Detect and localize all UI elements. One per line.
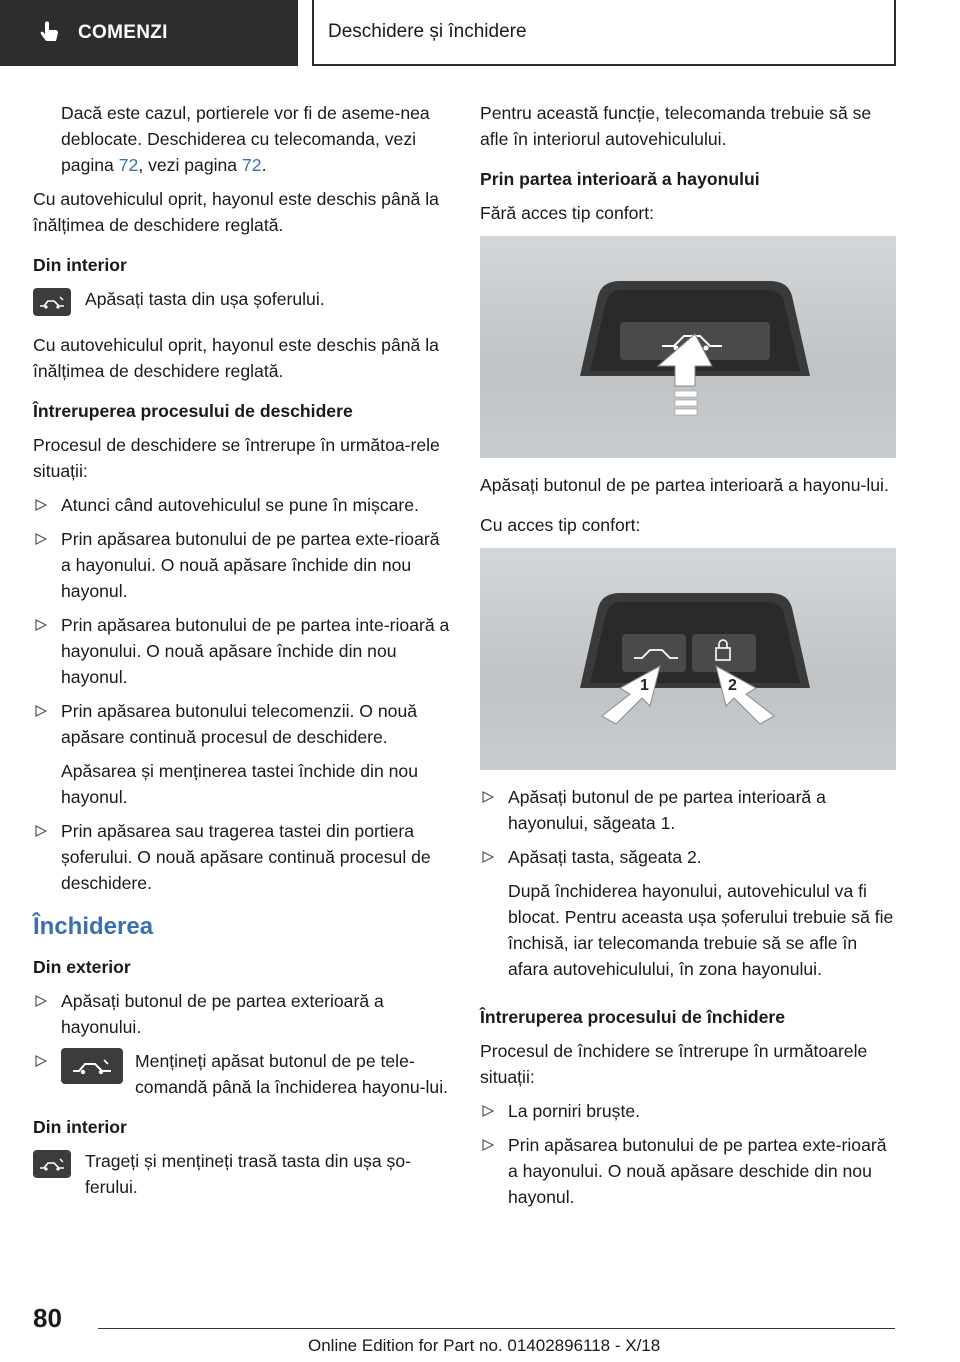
list-item: Prin apăsarea butonului de pe partea inte-rioară a hayonului. O nouă apăsare închide din nou hayonul. [33,612,453,690]
page-number: 80 [33,1303,62,1333]
triangle-bullet-icon [35,995,47,1007]
arrow-label-1: 1 [640,677,649,694]
page-link[interactable]: 72 [242,155,262,175]
triangle-bullet-icon [35,533,47,545]
bullet-list [480,784,900,870]
subheading: Prin partea interioară a hayonului [480,169,760,189]
paragraph: Cu acces tip confort: [480,515,641,535]
list-item: Apăsați butonul de pe partea exterioară a hayonului. [33,988,453,1040]
paragraph: Apăsarea și menținerea tastei închide din nou hayonul. [61,761,418,807]
triangle-bullet-icon [35,499,47,511]
paragraph: După închiderea hayonului, autovehiculul va fi blocat. Pentru aceasta ușa șoferului trebuie să fie închisă, iar telecomanda trebuie să se afle în afara autovehiculului, în zona hayonului. [508,881,894,979]
paragraph: Cu autovehiculul oprit, hayonul este deschis până la înălțimea de deschidere reglată. [33,335,439,381]
triangle-bullet-icon [35,619,47,631]
paragraph: Cu autovehiculul oprit, hayonul este deschis până la înălțimea de deschidere reglată. [33,189,439,235]
subheading: Din interior [33,255,127,275]
bullet-list [480,1098,900,1210]
page-header [0,0,960,66]
bullet-list [33,492,453,750]
triangle-bullet-icon [482,791,494,803]
section-heading: Închiderea [33,913,154,940]
instruction-text: Trageți și mențineți trasă tasta din ușa șo-ferului. [85,1151,411,1197]
trunk-key-icon [33,1150,71,1178]
list-item: Prin apăsarea butonului telecomenzii. O nouă apăsare continuă procesul de deschidere. [33,698,453,750]
section-title: Deschidere și închidere [312,0,896,66]
triangle-bullet-icon [35,705,47,717]
paragraph: Dacă este cazul, portierele vor fi de aseme-nea deblocate. Deschiderea cu telecomanda, vezi pagina 72, vezi pagina 72. [61,103,430,175]
subheading: Întreruperea procesului de deschidere [33,401,353,421]
key-instruction [33,286,453,316]
page-link[interactable]: 72 [118,155,139,175]
instruction-text: Apăsați tasta din ușa șoferului. [85,289,325,309]
subheading: Din interior [33,1117,127,1137]
hand-pointer-icon [36,20,62,46]
triangle-bullet-icon [482,1139,494,1151]
paragraph: Procesul de deschidere se întrerupe în următoa-rele situații: [33,435,440,481]
list-item: Prin apăsarea butonului de pe partea exte-rioară a hayonului. O nouă apăsare deschide din nou hayonul. [480,1132,900,1210]
paragraph: Procesul de închidere se întrerupe în următoarele situații: [480,1041,868,1087]
list-item: Prin apăsarea butonului de pe partea exte-rioară a hayonului. O nouă apăsare închide din nou hayonul. [33,526,453,604]
remote-trunk-button-icon [61,1048,123,1084]
footer-divider [98,1328,895,1329]
triangle-bullet-icon [35,825,47,837]
comfort-access-buttons-photo [480,548,896,770]
list-item: La porniri bruște. [480,1098,900,1124]
triangle-bullet-icon [482,1105,494,1117]
list-item: Atunci când autovehiculul se pune în mișcare. [33,492,453,518]
list-item: Mențineți apăsat butonul de pe tele-comandă până la închiderea hayonu-lui. [33,1048,453,1100]
list-item: Apăsați butonul de pe partea interioară a hayonului, săgeata 1. [480,784,900,836]
chapter-title: COMENZI [78,22,168,43]
bullet-list [33,988,453,1100]
subheading: Întreruperea procesului de închidere [480,1007,786,1027]
footer-edition: Online Edition for Part no. 01402896118 - X/18 [308,1336,661,1355]
arrow-label-2: 2 [728,677,737,694]
bullet-list [33,818,453,896]
paragraph: Apăsați butonul de pe partea interioară a hayonu-lui. [480,475,889,495]
triangle-bullet-icon [482,851,494,863]
list-item: Prin apăsarea sau tragerea tastei din portiera șoferului. O nouă apăsare continuă procesul de deschidere. [33,818,453,896]
triangle-bullet-icon [35,1055,47,1067]
right-column [480,100,900,1218]
left-column [33,100,453,1208]
paragraph: Fără acces tip confort: [480,203,655,223]
list-item: Apăsați tasta, săgeata 2. [480,844,900,870]
paragraph: Pentru această funcție, telecomanda trebuie să se afle în interiorul autovehiculului. [480,103,872,149]
key-instruction [33,1148,453,1200]
chapter-tab[interactable] [0,0,298,66]
subheading: Din exterior [33,957,131,977]
tailgate-button-photo [480,236,896,458]
trunk-key-icon [33,288,71,316]
